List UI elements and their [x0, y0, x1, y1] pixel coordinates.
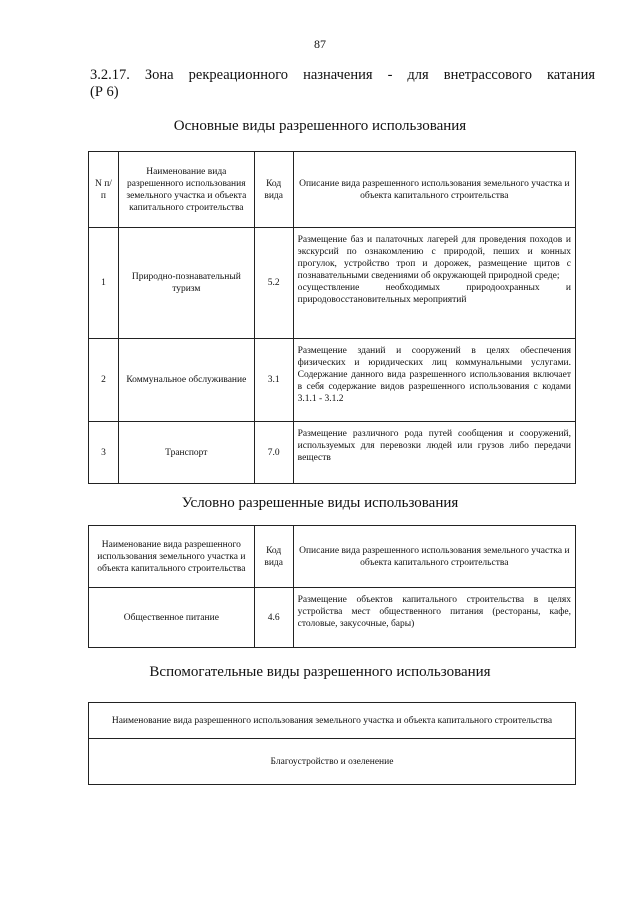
row-name: Благоустройство и озеленение [89, 739, 576, 785]
table-row [89, 588, 576, 648]
table-row [89, 422, 576, 484]
row-num: 2 [89, 339, 119, 422]
header-name: Наименование вида разрешенного использования земельного участка и объекта капитального строительства [89, 703, 576, 739]
header-name: Наименование вида разрешенного использования земельного участка и объекта капитального строительства [118, 152, 254, 228]
section-heading: 3.2.17. Зона рекреационного назначения - для внетрассового катания [90, 67, 595, 83]
row-num: 1 [89, 228, 119, 339]
header-description: Описание вида разрешенного использования земельного участка и объекта капитального строительства [293, 152, 575, 228]
conditional-uses-title: Условно разрешенные виды использования [181, 495, 459, 511]
conditional-uses-table [88, 525, 576, 648]
row-name: Транспорт [118, 422, 254, 484]
row-num: 3 [89, 422, 119, 484]
header-num: N п/п [89, 152, 119, 228]
row-code: 4.6 [254, 588, 293, 648]
main-uses-table [88, 151, 576, 484]
row-description: Размещение зданий и сооружений в целях обеспечения физических и юридических лиц коммунальными услугами. Содержание данного вида разрешенного использования включает в себя содержание видов разрешенного использования с кодами 3.1.1 - 3.1.2 [293, 339, 575, 422]
description-paragraph: Размещение баз и палаточных лагерей для проведения походов и экскурсий по ознакомлению с природой, пеших и конных прогулок, устройство троп и дорожек, размещение щитов с познавательными сведениями об окружающей природной среде; [297, 235, 571, 281]
header-code: Код вида [254, 152, 293, 228]
row-code: 5.2 [254, 228, 293, 339]
row-name: Природно-познавательный туризм [118, 228, 254, 339]
auxiliary-uses-title: Вспомогательные виды разрешенного использования [149, 664, 491, 680]
table-header-row [89, 152, 576, 228]
table-row [89, 228, 576, 339]
auxiliary-uses-table [88, 702, 576, 785]
header-name: Наименование вида разрешенного использования земельного участка и объекта капитального строительства [89, 526, 255, 588]
description-paragraph: осуществление необходимых природоохранных и природовосстановительных мероприятий [297, 283, 571, 305]
table-row [89, 739, 576, 785]
row-code: 7.0 [254, 422, 293, 484]
row-name: Общественное питание [89, 588, 255, 648]
row-description: Размещение различного рода путей сообщения и сооружений, используемых для перевозки людей или грузов либо передачи веществ [293, 422, 575, 484]
table-row [89, 339, 576, 422]
row-description: Размещение объектов капитального строительства в целях устройства мест общественного питания (рестораны, кафе, столовые, закусочные, бары) [293, 588, 575, 648]
page-number: 87 [314, 37, 326, 51]
main-uses-title: Основные виды разрешенного использования [173, 118, 467, 134]
table-header-row [89, 703, 576, 739]
header-code: Код вида [254, 526, 293, 588]
table-header-row [89, 526, 576, 588]
row-code: 3.1 [254, 339, 293, 422]
section-heading-code: (Р 6) [90, 84, 119, 100]
header-description: Описание вида разрешенного использования земельного участка и объекта капитального строительства [293, 526, 575, 588]
row-description [293, 228, 575, 339]
row-name: Коммунальное обслуживание [118, 339, 254, 422]
